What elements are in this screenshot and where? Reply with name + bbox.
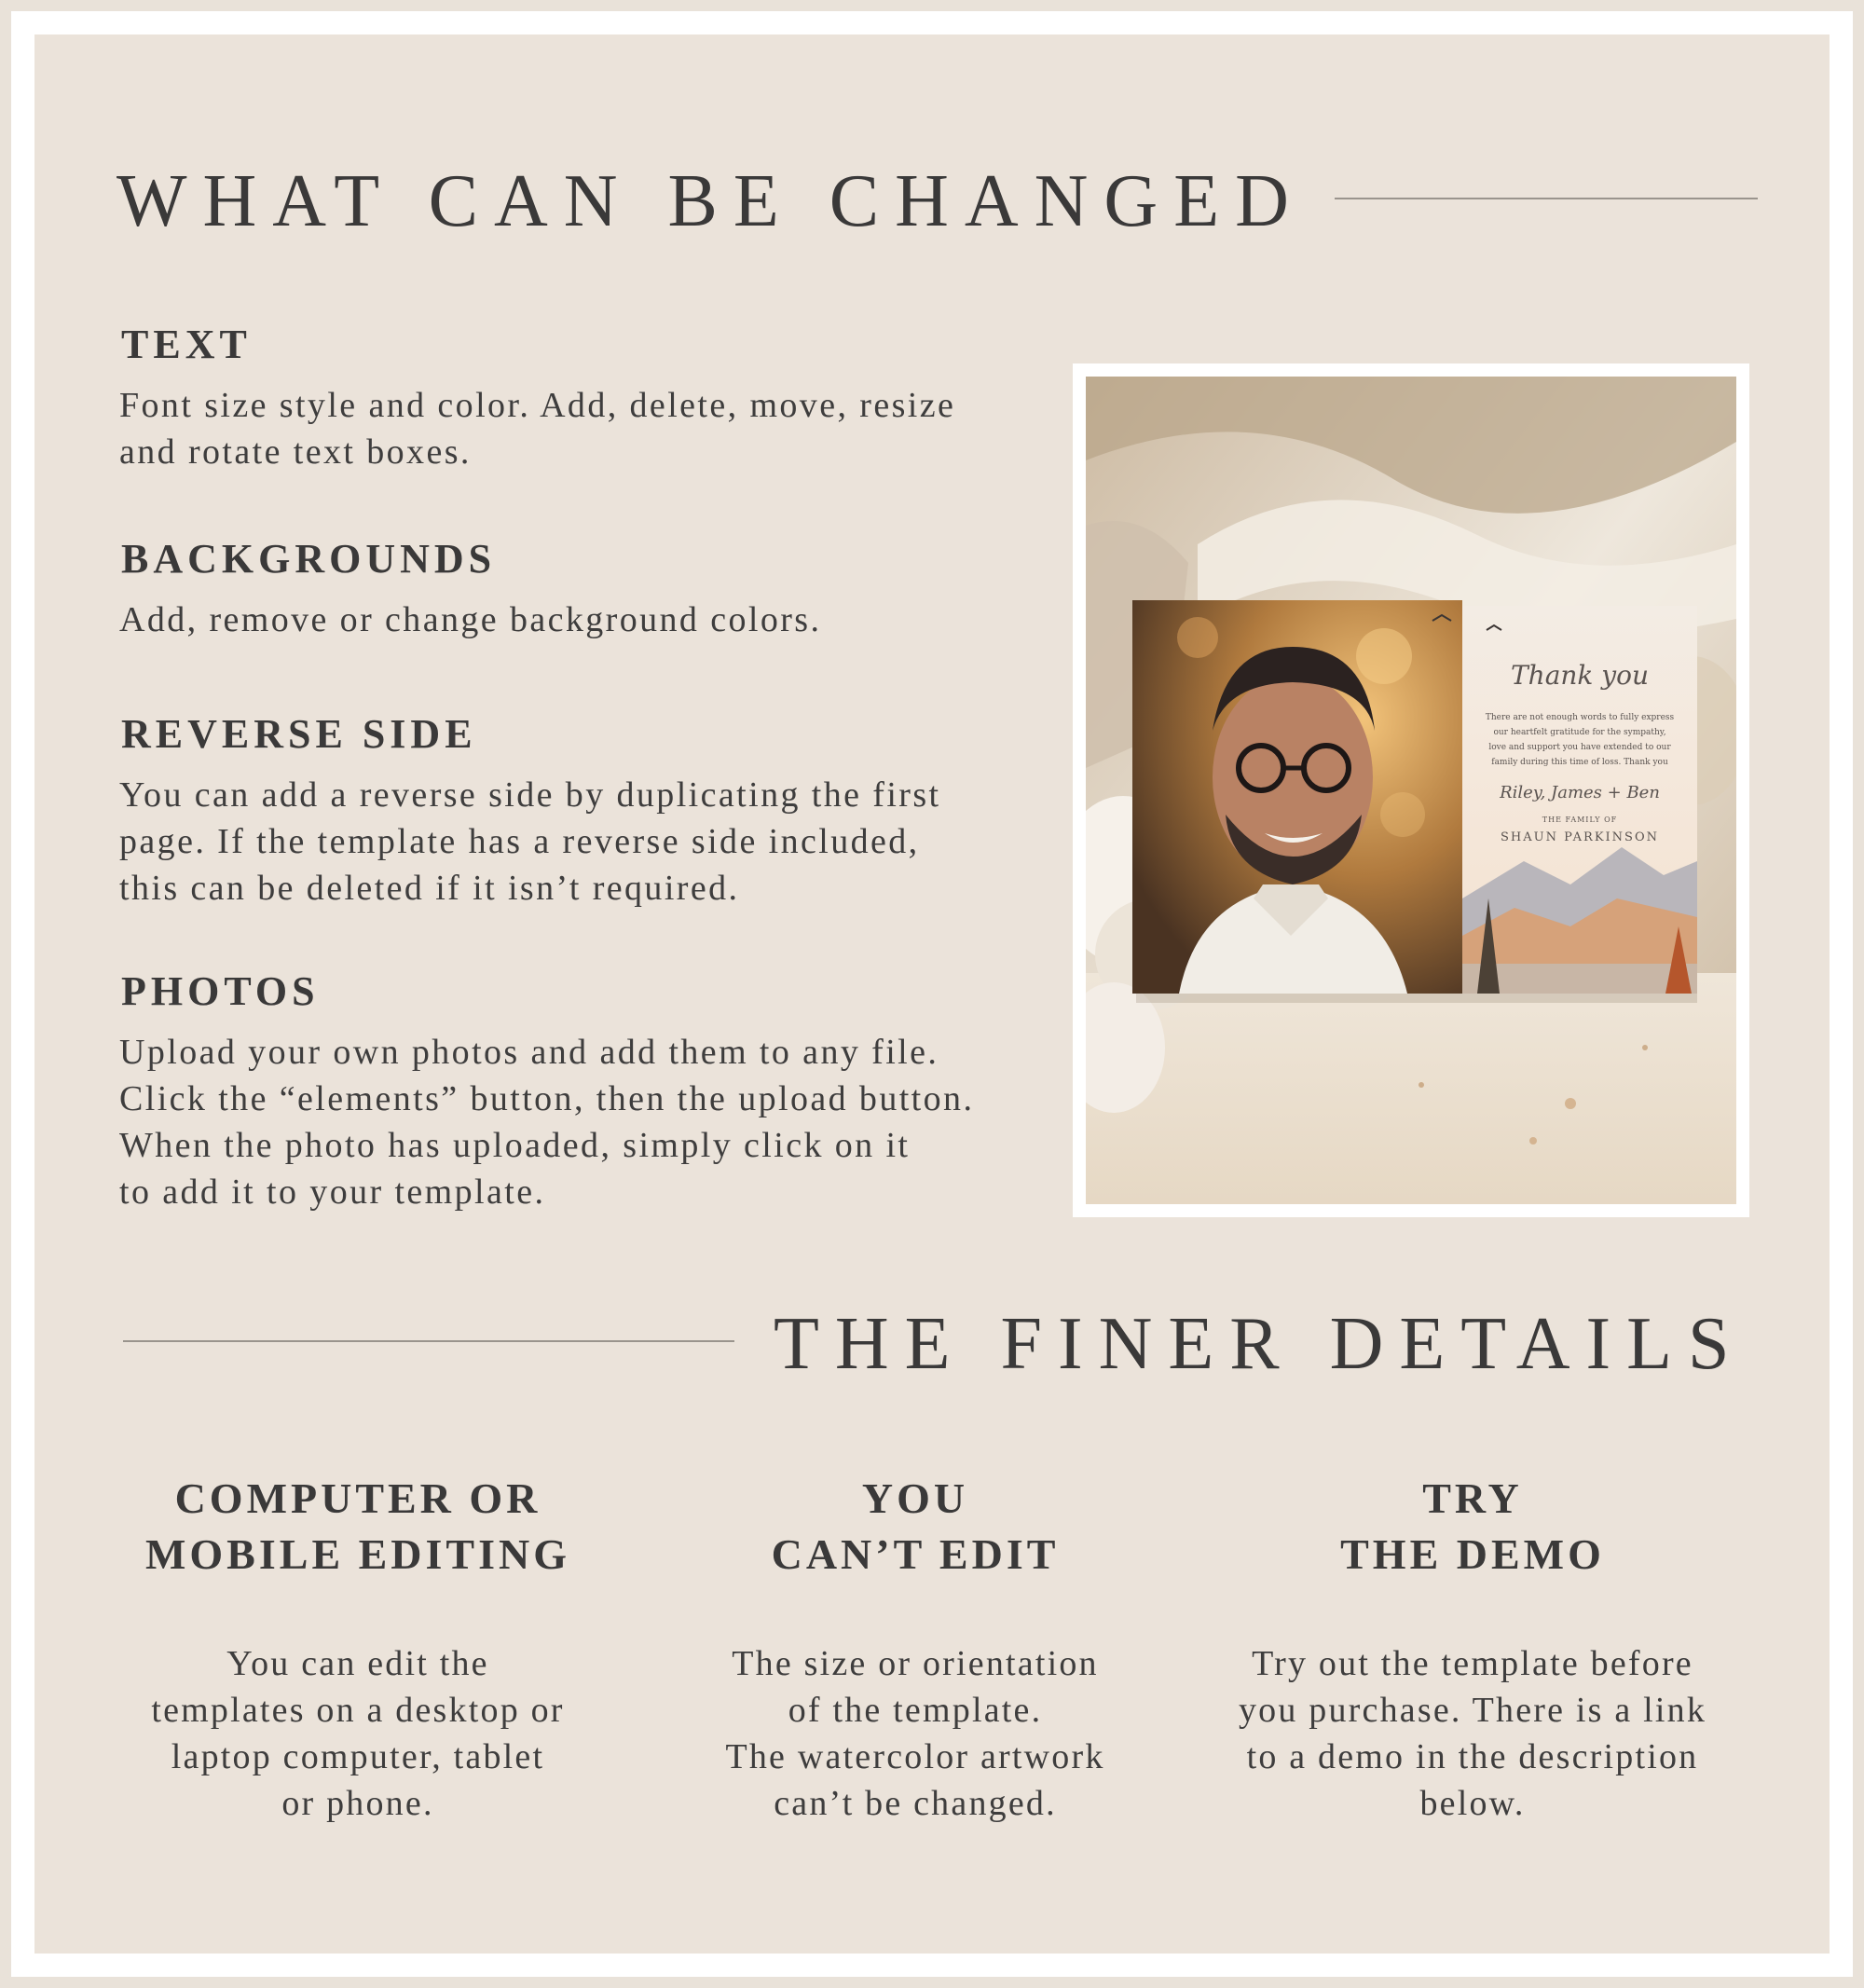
column-body-editing: You can edit the templates on a desktop or laptop computer, tablet or phone. <box>151 1644 565 1823</box>
heading-bottom-rule <box>123 1340 734 1342</box>
card-name: SHAUN PARKINSON <box>1501 830 1659 844</box>
card-thank-you: Thank you <box>1510 660 1650 691</box>
section-title-text: TEXT <box>121 322 252 367</box>
heading-what-can-be-changed: WHAT CAN BE CHANGED <box>116 160 1305 242</box>
column-body-cant-edit: The size or orientation of the template. The watercolor artwork can’t be changed. <box>725 1644 1105 1823</box>
section-title-reverse-side: REVERSE SIDE <box>121 711 477 757</box>
section-body-backgrounds: Add, remove or change background colors. <box>119 600 822 639</box>
card-message-line-1: There are not enough words to fully express <box>1485 713 1675 722</box>
section-title-photos: PHOTOS <box>121 968 320 1014</box>
column-title-cant-edit: YOU CAN’T EDIT <box>771 1474 1060 1578</box>
column-title-demo: TRY THE DEMO <box>1340 1474 1605 1578</box>
column-title-editing: COMPUTER OR MOBILE EDITING <box>144 1474 571 1578</box>
section-title-backgrounds: BACKGROUNDS <box>121 536 497 582</box>
card-message-line-4: family during this time of loss. Thank you <box>1491 758 1668 767</box>
heading-finer-details: THE FINER DETAILS <box>774 1303 1746 1385</box>
section-body-text: Font size style and color. Add, delete, move, resize and rotate text boxes. <box>119 386 956 472</box>
product-photo-frame <box>1073 363 1749 1217</box>
product-photo-scene <box>1086 377 1736 1204</box>
product-photo <box>1086 377 1736 1204</box>
heading-top-rule <box>1335 198 1758 199</box>
card-message-line-2: our heartfelt gratitude for the sympathy, <box>1493 728 1666 737</box>
section-body-photos: Upload your own photos and add them to any file. Click the “elements” button, then the upload button. When the photo has uploaded, simply click on it to add it to your template. <box>119 1033 975 1212</box>
card-signature: Riley, James + Ben <box>1500 783 1660 802</box>
card-family-of: THE FAMILY OF <box>1542 816 1618 824</box>
column-body-demo: Try out the template before you purchase. There is a link to a demo in the description below. <box>1238 1644 1707 1823</box>
card-message-line-3: love and support you have extended to our <box>1488 743 1671 752</box>
section-body-reverse-side: You can add a reverse side by duplicating the first page. If the template has a reverse side included, this can be deleted if it isn’t required. <box>119 775 941 908</box>
